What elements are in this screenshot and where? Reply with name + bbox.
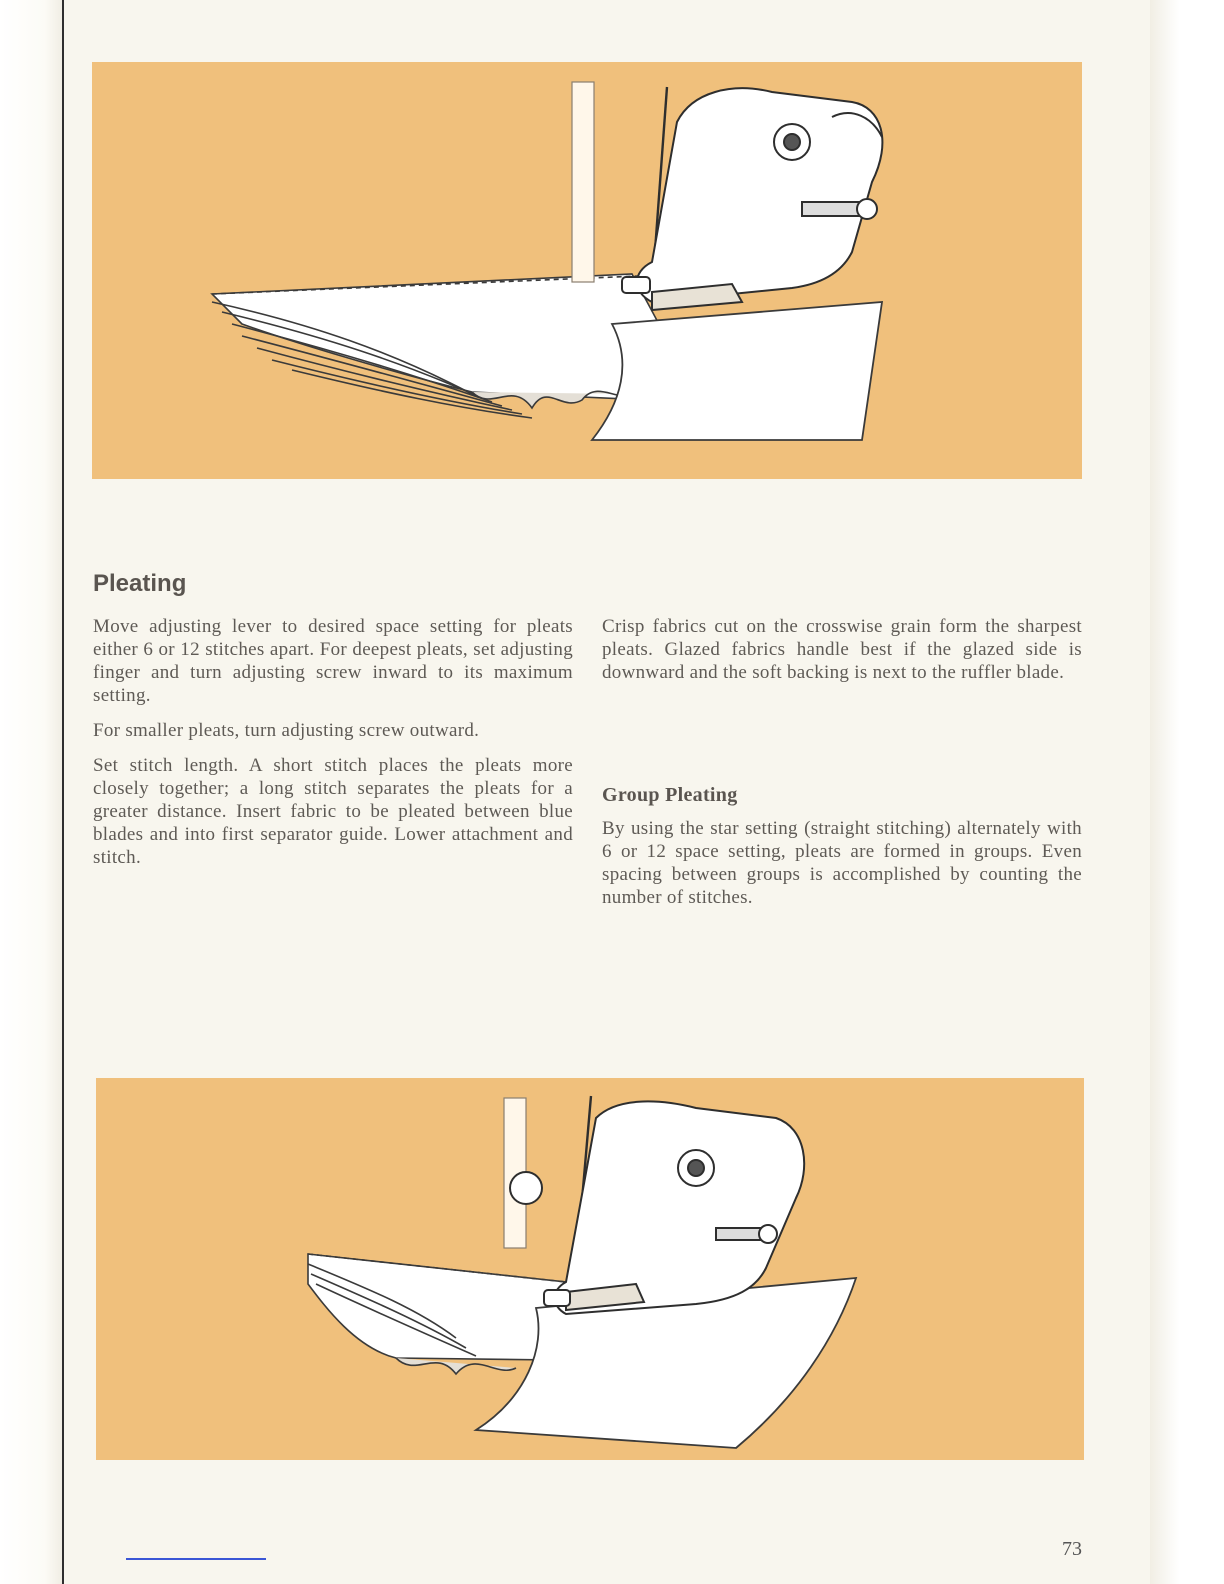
page-right-margin: [1150, 0, 1224, 1584]
page-binding-edge: [62, 0, 64, 1584]
group-pleating-illustration: [96, 1078, 1084, 1460]
right-text-column: [602, 615, 1082, 696]
flat-fabric: [592, 302, 882, 440]
presser-bar: [572, 82, 594, 282]
paragraph: Crisp fabrics cut on the crosswise grain form the sharpest pleats. Glazed fabrics handle best if the glazed side is downward and the soft backing is next to the ruffler blade.: [602, 616, 1082, 683]
ruffler-attachment: [622, 88, 882, 310]
page-left-margin: [0, 0, 64, 1584]
group-pleating-section: [602, 784, 1082, 921]
ruffler-drawing-bottom: [96, 1078, 1084, 1460]
paragraph: Set stitch length. A short stitch places the pleats more closely together; a long stitch separates the pleats for a greater distance. Insert fabric to be pleated between blue blades and into first separator guide. Lower attachment and stitch.: [93, 755, 573, 868]
page-number: 73: [1062, 1538, 1082, 1560]
ruffler-drawing-top: [92, 62, 1082, 479]
section-title: Pleating: [93, 570, 187, 597]
left-text-column: [93, 615, 573, 881]
pleated-fabric: [308, 1254, 566, 1374]
ruffler-pleating-illustration: [92, 62, 1082, 479]
paragraph: By using the star setting (straight stitching) alternately with 6 or 12 space setting, pleats are formed in groups. Even spacing between groups is accomplished by counting the number of stitches.: [602, 818, 1082, 908]
paragraph: For smaller pleats, turn adjusting screw outward.: [93, 720, 480, 741]
footer-rule: [126, 1558, 266, 1560]
subsection-heading: Group Pleating: [602, 784, 738, 806]
paragraph: Move adjusting lever to desired space setting for pleats either 6 or 12 stitches apart. For deepest pleats, set adjusting finger and turn adjusting screw inward to its maximum setting.: [93, 616, 573, 706]
